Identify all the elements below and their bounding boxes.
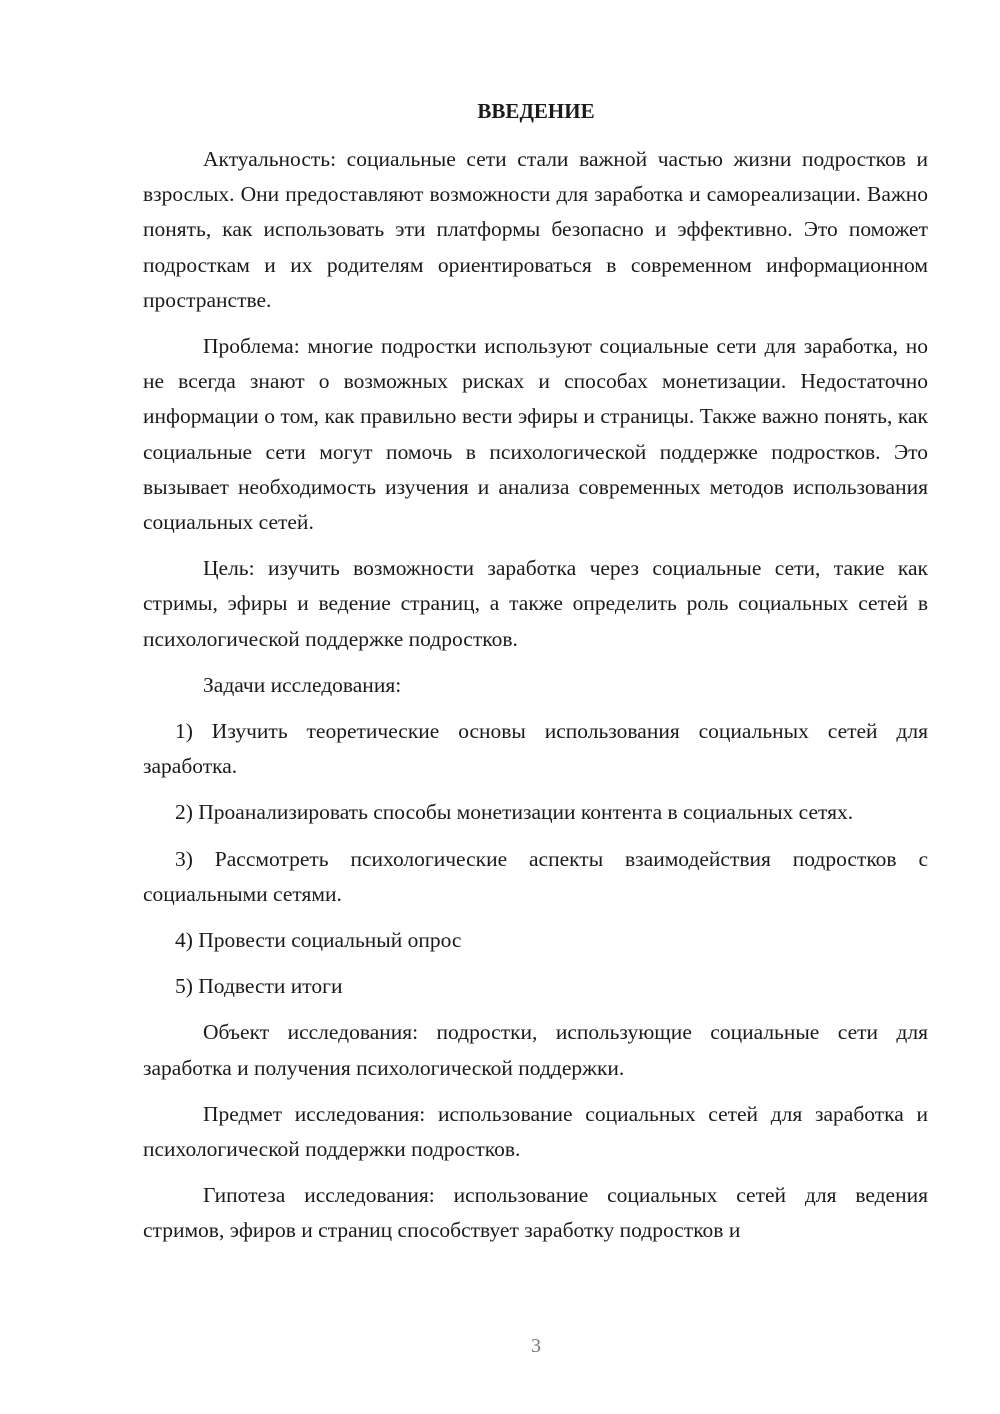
page-body	[143, 142, 928, 1260]
page-number: 3	[531, 1335, 541, 1357]
task-item-4: 4) Провести социальный опрос	[175, 928, 462, 953]
task-item-2: 2) Проанализировать способы монетизации контента в социальных сетях.	[175, 800, 854, 825]
paragraph-problem: Проблема: многие подростки используют социальные сети для заработка, но не всегда знают о возможных рисках и способах монетизации. Недостаточно информации о том, как правильно вести эфиры и страницы. Также важно понять, как социальные сети могут помочь в психологической поддержке подростков. Это вызывает необходимость изучения и анализа современных методов использования социальных сетей.	[143, 334, 928, 535]
paragraph-hypothesis: Гипотеза исследования: использование социальных сетей для ведения стримов, эфиров и страниц способствует заработку подростков и	[143, 1183, 928, 1243]
paragraph-tasks-heading: Задачи исследования:	[203, 672, 402, 697]
paragraph-goal: Цель: изучить возможности заработка через социальные сети, такие как стримы, эфиры и ведение страниц, а также определить роль социальных сетей в психологической поддержке подростков.	[143, 556, 928, 651]
paragraph-relevance: Актуальность: социальные сети стали важной частью жизни подростков и взрослых. Они предоставляют возможности для заработка и самореализации. Важно понять, как использовать эти платформы безопасно и эффективно. Это поможет подросткам и их родителям ориентироваться в современном информационном пространстве.	[143, 147, 928, 312]
page-title: ВВЕДЕНИЕ	[477, 99, 595, 123]
paragraph-object: Объект исследования: подростки, использующие социальные сети для заработка и получения психологической поддержки.	[143, 1020, 928, 1080]
task-item-3: 3) Рассмотреть психологические аспекты взаимодействия подростков с социальными сетями.	[143, 846, 928, 906]
task-item-5: 5) Подвести итоги	[175, 974, 343, 999]
task-item-1: 1) Изучить теоретические основы использования социальных сетей для заработка.	[143, 719, 928, 779]
paragraph-subject: Предмет исследования: использование социальных сетей для заработка и психологической поддержки подростков.	[143, 1101, 928, 1162]
